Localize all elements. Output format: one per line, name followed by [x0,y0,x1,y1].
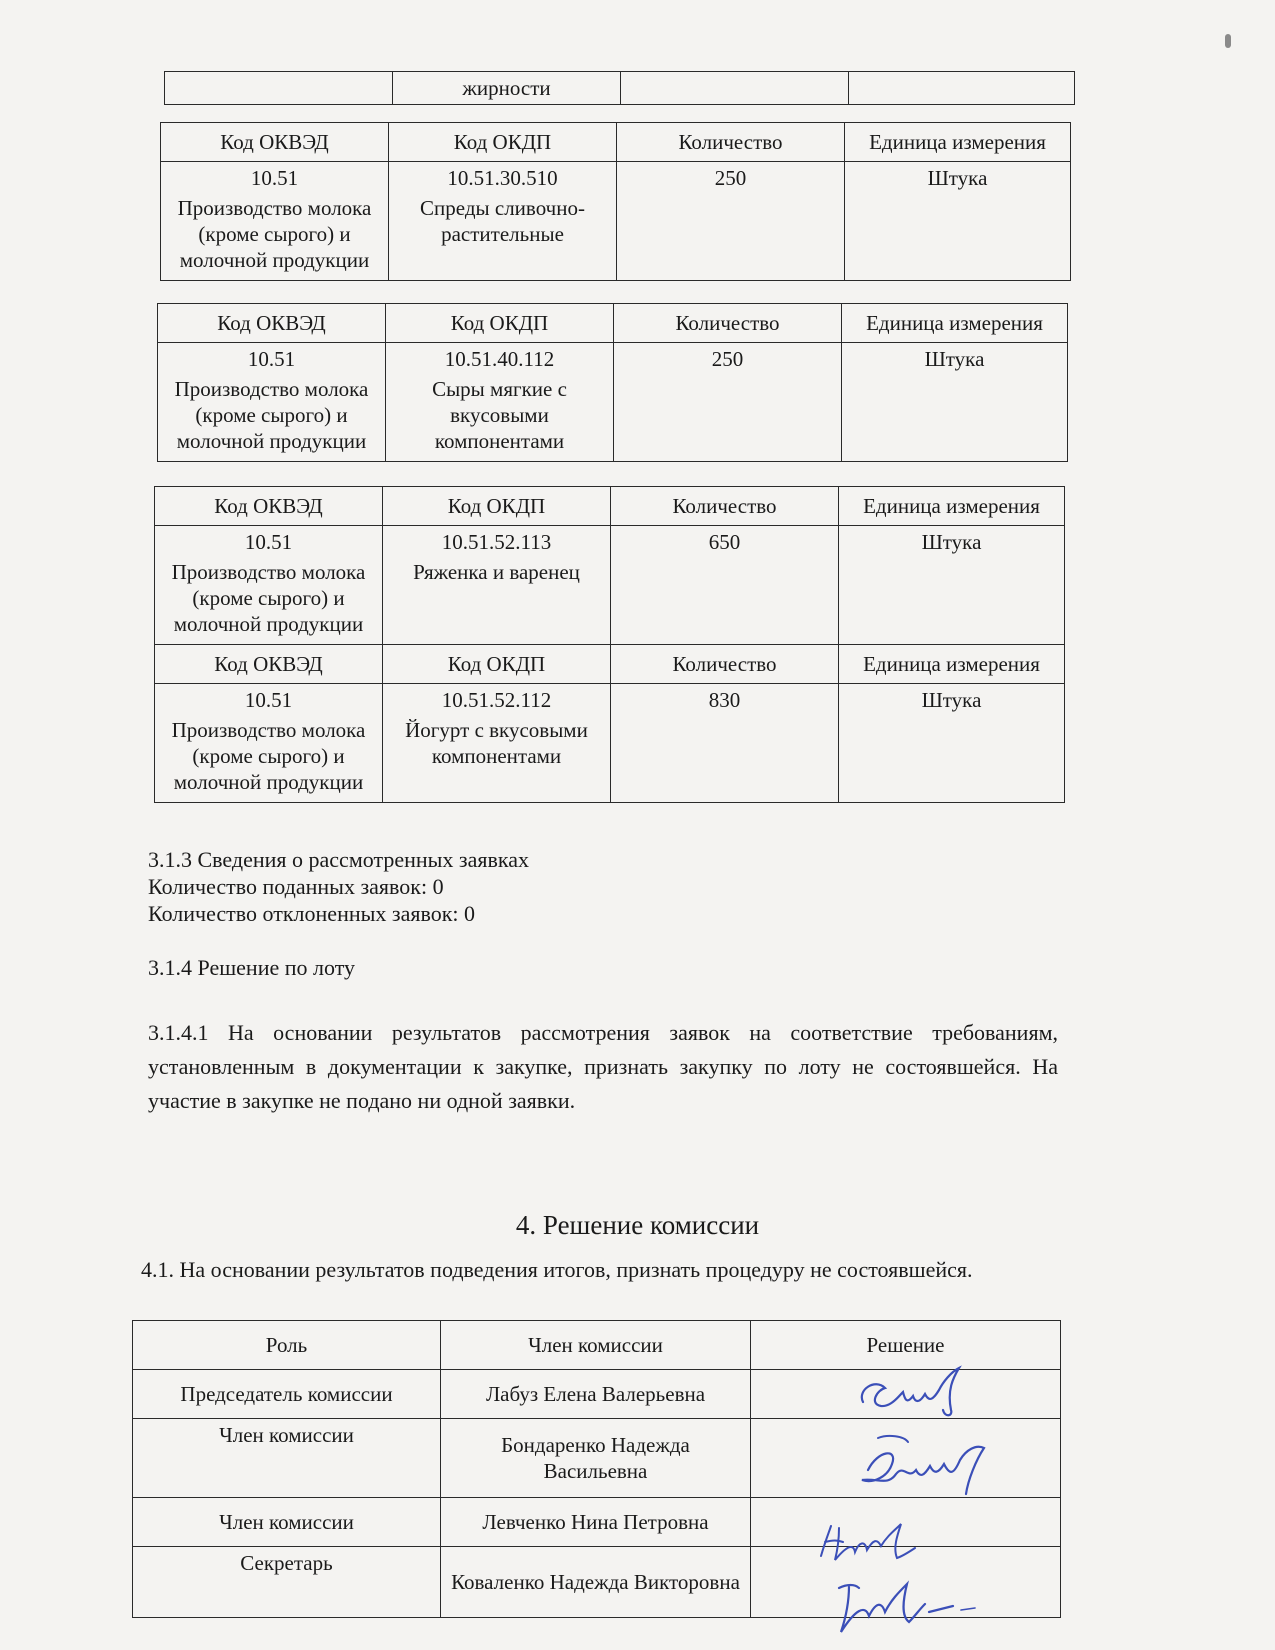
okdp-desc: Ряженка и варенец [413,560,580,584]
okved-code: 10.51 [250,166,299,190]
okved-desc: Производство молока (кроме сырого) и молочной продукции [177,196,372,272]
signature-secretary [825,1570,985,1645]
header-unit: Единица измерения [839,487,1065,526]
quantity-value: 830 [611,684,839,803]
signature-member-2 [815,1512,925,1572]
signature-chairman [855,1360,985,1420]
okved-code: 10.51 [244,688,293,712]
okdp-cell [383,526,611,645]
quantity-value: 250 [617,162,845,281]
okdp-code: 10.51.52.113 [441,530,552,554]
header-okved: Код ОКВЭД [158,304,386,343]
okdp-cell [386,343,614,462]
role-cell: Секретарь [133,1547,441,1618]
section-41-paragraph: 4.1. На основании результатов подведения итогов, признать процедуру не состоявшейся. [141,1257,973,1282]
header-member: Член комиссии [441,1321,751,1370]
okdp-code: 10.51.40.112 [444,347,555,371]
okved-desc: Производство молока (кроме сырого) и молочной продукции [171,718,366,794]
quantity-value: 250 [614,343,842,462]
okved-desc: Производство молока (кроме сырого) и молочной продукции [171,560,366,636]
okved-desc: Производство молока (кроме сырого) и молочной продукции [174,377,369,453]
unit-value: Штука [839,684,1065,803]
header-okdp: Код ОКДП [383,645,611,684]
header-okved: Код ОКВЭД [155,487,383,526]
section-4-title: 4. Решение комиссии [515,1210,760,1240]
okdp-desc: Спреды сливочно-растительные [420,196,585,246]
okved-cell [155,526,383,645]
lot-table-2 [157,303,1068,462]
top-fragment-table [164,71,1075,105]
role-cell: Член комиссии [133,1419,441,1498]
okdp-cell [383,684,611,803]
okved-code: 10.51 [247,347,296,371]
unit-value: Штука [842,343,1068,462]
okdp-code: 10.51.52.112 [441,688,552,712]
member-cell: Лабуз Елена Валерьевна [441,1370,751,1419]
unit-value: Штука [845,162,1071,281]
scan-mark [1225,34,1231,48]
rejected-count: Количество отклоненных заявок: 0 [148,901,476,926]
quantity-value: 650 [611,526,839,645]
header-unit: Единица измерения [839,645,1065,684]
header-quantity: Количество [611,487,839,526]
okdp-desc: Сыры мягкие с вкусовыми компонентами [432,377,567,453]
member-cell: Левченко Нина Петровна [441,1498,751,1547]
section-3141-paragraph: 3.1.4.1 На основании результатов рассмотрения заявок на соответствие требованиям, установленным в документации к закупке, признать закупку по лоту не состоявшейся. На участие в закупке не подано ни одной заявки. [148,1020,1058,1113]
role-cell: Член комиссии [133,1498,441,1547]
header-role: Роль [133,1321,441,1370]
okved-code: 10.51 [244,530,293,554]
header-okdp: Код ОКДП [386,304,614,343]
header-unit: Единица измерения [845,123,1071,162]
header-okdp: Код ОКДП [389,123,617,162]
okved-cell [158,343,386,462]
header-decision: Решение [751,1321,1061,1370]
member-cell: Коваленко Надежда Викторовна [441,1547,751,1618]
section-314-title: 3.1.4 Решение по лоту [148,955,356,980]
section-313-title: 3.1.3 Сведения о рассмотренных заявках [148,847,530,872]
okdp-cell [389,162,617,281]
top-fragment-text: жирности [393,72,621,105]
header-quantity: Количество [614,304,842,343]
signature-member-1 [848,1430,998,1500]
lot-table-3-4 [154,486,1065,803]
okved-cell [161,162,389,281]
okdp-code: 10.51.30.510 [447,166,558,190]
okdp-desc: Йогурт с вкусовыми компонентами [405,718,588,768]
unit-value: Штука [839,526,1065,645]
header-quantity: Количество [617,123,845,162]
member-cell: Бондаренко Надежда Васильевна [441,1419,751,1498]
submitted-count: Количество поданных заявок: 0 [148,874,444,899]
header-okdp: Код ОКДП [383,487,611,526]
header-okved: Код ОКВЭД [161,123,389,162]
lot-table-1 [160,122,1071,281]
header-quantity: Количество [611,645,839,684]
header-unit: Единица измерения [842,304,1068,343]
header-okved: Код ОКВЭД [155,645,383,684]
okved-cell [155,684,383,803]
role-cell: Председатель комиссии [133,1370,441,1419]
